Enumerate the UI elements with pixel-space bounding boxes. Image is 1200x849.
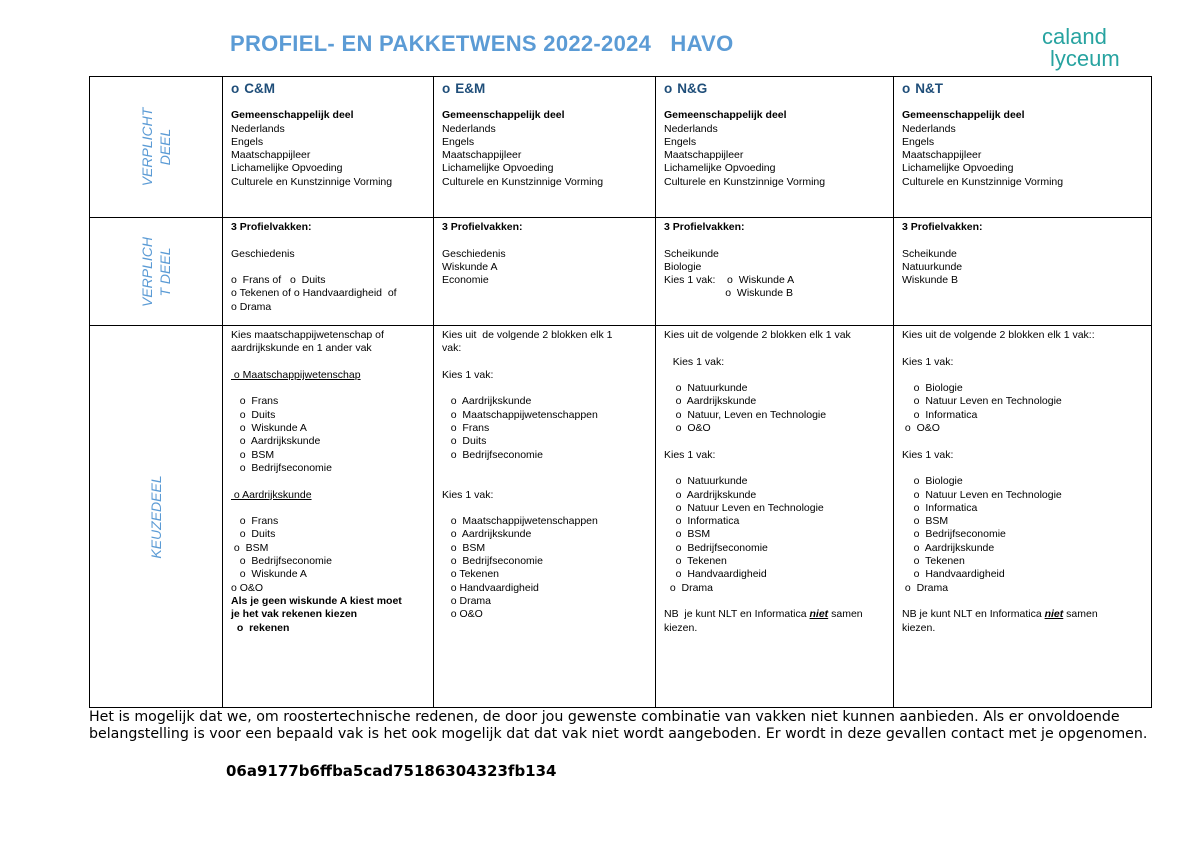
cell-line bbox=[231, 234, 433, 247]
cell-line: o Bedrijfseconomie bbox=[442, 448, 543, 461]
profile-header bbox=[442, 82, 655, 95]
cell-line: o Aardrijkskunde bbox=[231, 435, 321, 448]
cell-line: o Bedrijfseconomie bbox=[664, 541, 768, 554]
cell-line: o Informatica bbox=[664, 515, 740, 528]
cell-line: o Drama bbox=[442, 594, 492, 607]
cell-line: o Wiskunde A bbox=[231, 568, 307, 581]
cell-line: Engels bbox=[231, 135, 264, 148]
cell-line: Geschiedenis bbox=[442, 247, 506, 260]
cell-line bbox=[231, 261, 433, 274]
cell-line: Nederlands bbox=[902, 122, 956, 135]
cell-line: Gemeenschappelijk deel bbox=[231, 109, 354, 122]
profile-header bbox=[664, 82, 893, 95]
cell-line: o Aardrijkskunde bbox=[902, 541, 995, 554]
cell-line: Kies 1 vak: bbox=[442, 488, 494, 501]
cell-line: o Natuur Leven en Technologie bbox=[664, 501, 824, 514]
checkbox-icon[interactable]: o bbox=[442, 81, 451, 96]
cell-line bbox=[442, 462, 655, 475]
row-label: VERPLICH T DEEL bbox=[139, 236, 173, 307]
profile-header-label: N&T bbox=[915, 81, 943, 96]
cell-line: 3 Profielvakken: bbox=[442, 221, 523, 233]
cell-line: o Wiskunde B bbox=[664, 287, 793, 300]
cell-line: o Tekenen bbox=[902, 555, 965, 568]
cell-line: Biologie bbox=[664, 260, 702, 273]
cell-line: Gemeenschappelijk deel bbox=[442, 109, 565, 122]
cell-line bbox=[231, 382, 433, 395]
row-label-cell bbox=[90, 77, 223, 218]
cell-line bbox=[231, 356, 433, 369]
cell-line: o Handvaardigheid bbox=[442, 581, 539, 594]
cell-line: Kies 1 vak: bbox=[442, 368, 494, 381]
cell-line: Engels bbox=[664, 135, 697, 148]
cell-line: Economie bbox=[442, 274, 489, 287]
cell-line: 3 Profielvakken: bbox=[902, 221, 983, 233]
emphasis: niet bbox=[1044, 608, 1064, 621]
cell-line: o Natuur Leven en Technologie bbox=[902, 395, 1062, 408]
cell-line: Kies uit de volgende 2 blokken elk 1 vak bbox=[664, 329, 851, 341]
cell-choice bbox=[434, 326, 656, 708]
row-choice bbox=[90, 326, 1152, 708]
cell-line: Gemeenschappelijk deel bbox=[664, 109, 787, 122]
disclaimer-note: Het is mogelijk dat we, om roostertechnische redenen, de door jou gewenste combinatie van vakken niet kunnen aanbieden. Als er onvoldoende belangstelling is voor een bepaald vak is het ook mogelijk dat dat vak niet wordt aangeboden. Er wordt in deze gevallen contact met je opgenomen. bbox=[89, 709, 1148, 742]
cell-line: aardrijkskunde en 1 ander vak bbox=[231, 342, 372, 355]
cell-line bbox=[902, 342, 1151, 355]
cell-line: Nederlands bbox=[231, 122, 285, 135]
cell-line: kiezen. bbox=[902, 621, 936, 634]
cell-line bbox=[664, 234, 893, 247]
cell-line: Scheikunde bbox=[902, 247, 957, 260]
cell-line: o Drama bbox=[664, 581, 714, 594]
profile-header-label: E&M bbox=[455, 81, 486, 96]
cell-line: o O&O bbox=[442, 608, 483, 621]
cell-line: o Natuurkunde bbox=[664, 382, 748, 395]
cell-line: o Tekenen bbox=[442, 568, 500, 581]
cell-line: Culturele en Kunstzinnige Vorming bbox=[442, 175, 604, 188]
row-label: KEUZEDEEL bbox=[148, 474, 164, 559]
cell-line bbox=[231, 502, 433, 515]
page-title: PROFIEL- EN PAKKETWENS 2022-2024 HAVO bbox=[230, 31, 734, 56]
cell-line: Nederlands bbox=[664, 122, 718, 135]
cell-line bbox=[902, 462, 1151, 475]
cell-line: o Maatschappijwetenschappen bbox=[442, 408, 598, 421]
cell-line bbox=[231, 475, 433, 488]
cell-choice bbox=[223, 326, 434, 708]
cell-line: Maatschappijleer bbox=[902, 149, 982, 162]
cell-line: o Aardrijkskunde bbox=[442, 395, 532, 408]
cell-line: o Informatica bbox=[902, 408, 978, 421]
cell-profile bbox=[656, 218, 894, 326]
cell-line: NB je kunt NLT en Informatica niet samen bbox=[664, 608, 863, 621]
cell-line: o Frans bbox=[231, 395, 279, 408]
checkbox-icon[interactable]: o bbox=[231, 81, 240, 96]
cell-line: o Handvaardigheid bbox=[664, 568, 767, 581]
cell-line: Culturele en Kunstzinnige Vorming bbox=[664, 175, 826, 188]
cell-line: Als je geen wiskunde A kiest moet bbox=[231, 594, 402, 607]
cell-line: je het vak rekenen kiezen bbox=[231, 608, 358, 621]
cell-line: o Frans bbox=[231, 515, 279, 528]
cell-line: Natuurkunde bbox=[902, 260, 963, 273]
cell-line: Kies 1 vak: bbox=[902, 448, 954, 461]
cell-line bbox=[902, 369, 1151, 382]
cell-line: Geschiedenis bbox=[231, 247, 295, 260]
cell-line: Kies 1 vak: bbox=[902, 355, 954, 368]
cell-line: o Aardrijkskunde bbox=[664, 395, 757, 408]
cell-line bbox=[664, 462, 893, 475]
cell-line: o Aardrijkskunde bbox=[442, 528, 532, 541]
row-common bbox=[90, 77, 1152, 218]
cell-line: o Frans bbox=[442, 422, 490, 435]
cell-line bbox=[442, 234, 655, 247]
cell-line: Wiskunde B bbox=[902, 274, 959, 287]
cell-common bbox=[223, 77, 434, 218]
logo-line1: caland bbox=[1042, 24, 1107, 49]
cell-line: o O&O bbox=[664, 422, 711, 435]
cell-line: o Bedrijfseconomie bbox=[231, 461, 332, 474]
cell-line bbox=[442, 356, 655, 369]
cell-profile bbox=[434, 218, 656, 326]
cell-line bbox=[664, 342, 893, 355]
profile-header-label: N&G bbox=[677, 81, 708, 96]
cell-line bbox=[442, 502, 655, 515]
profile-header-label: C&M bbox=[244, 81, 275, 96]
cell-line bbox=[902, 595, 1151, 608]
cell-line: Culturele en Kunstzinnige Vorming bbox=[902, 175, 1064, 188]
cell-line: o Frans of o Duits bbox=[231, 274, 326, 287]
cell-line: o Natuurkunde bbox=[664, 475, 748, 488]
cell-line: o BSM bbox=[664, 528, 711, 541]
cell-line: kiezen. bbox=[664, 621, 698, 634]
cell-line: o Maatschappijwetenschap bbox=[231, 368, 361, 381]
checkbox-icon[interactable]: o bbox=[902, 81, 911, 96]
cell-line: o Bedrijfseconomie bbox=[231, 555, 332, 568]
cell-line bbox=[664, 369, 893, 382]
cell-line: 3 Profielvakken: bbox=[231, 221, 312, 233]
profile-header bbox=[231, 82, 433, 95]
cell-line: Scheikunde bbox=[664, 247, 719, 260]
cell-line: o Duits bbox=[231, 408, 276, 421]
cell-line: Kies 1 vak: o Wiskunde A bbox=[664, 274, 795, 287]
cell-line: Lichamelijke Opvoeding bbox=[664, 162, 776, 175]
cell-line: Kies 1 vak: bbox=[664, 355, 725, 368]
cell-common bbox=[434, 77, 656, 218]
row-profile bbox=[90, 218, 1152, 326]
cell-line: Maatschappijleer bbox=[664, 149, 744, 162]
cell-choice bbox=[894, 326, 1152, 708]
cell-line bbox=[902, 234, 1151, 247]
cell-line: o O&O bbox=[902, 422, 940, 435]
cell-line: Lichamelijke Opvoeding bbox=[231, 162, 343, 175]
cell-line: o O&O bbox=[231, 581, 264, 594]
cell-line: vak: bbox=[442, 342, 462, 355]
school-logo bbox=[1036, 22, 1156, 72]
cell-line: Culturele en Kunstzinnige Vorming bbox=[231, 175, 393, 188]
row-label-cell bbox=[90, 218, 223, 326]
cell-line: o Tekenen bbox=[664, 555, 727, 568]
cell-line: o Drama bbox=[902, 581, 949, 594]
cell-line: Lichamelijke Opvoeding bbox=[902, 162, 1014, 175]
cell-choice bbox=[656, 326, 894, 708]
cell-line: 3 Profielvakken: bbox=[664, 221, 745, 233]
row-label: VERPLICHT DEEL bbox=[139, 107, 173, 187]
cell-profile bbox=[894, 218, 1152, 326]
cell-line: o BSM bbox=[231, 448, 275, 461]
cell-line: o Handvaardigheid bbox=[902, 568, 1005, 581]
cell-line: Wiskunde A bbox=[442, 260, 498, 273]
cell-line: o Bedrijfseconomie bbox=[442, 555, 543, 568]
cell-line: o Natuur, Leven en Technologie bbox=[664, 408, 827, 421]
cell-line: o Biologie bbox=[902, 382, 963, 395]
cell-line: o Drama bbox=[231, 300, 272, 313]
profile-header bbox=[902, 82, 1151, 95]
cell-line: Kies uit de volgende 2 blokken elk 1 vak:: bbox=[902, 329, 1095, 341]
emphasis: niet bbox=[809, 608, 829, 621]
cell-line: Lichamelijke Opvoeding bbox=[442, 162, 554, 175]
cell-line bbox=[664, 435, 893, 448]
cell-line: Engels bbox=[442, 135, 475, 148]
row-label-cell bbox=[90, 326, 223, 708]
cell-line: o Aardrijkskunde bbox=[664, 488, 757, 501]
cell-line: o Aardrijkskunde bbox=[231, 488, 312, 501]
cell-line: Maatschappijleer bbox=[231, 149, 311, 162]
cell-line bbox=[664, 595, 893, 608]
cell-line: Engels bbox=[902, 135, 935, 148]
cell-line: o Wiskunde A bbox=[231, 422, 307, 435]
cell-line: o Duits bbox=[231, 528, 276, 541]
cell-line: NB je kunt NLT en Informatica niet samen bbox=[902, 608, 1098, 621]
cell-line: Nederlands bbox=[442, 122, 496, 135]
cell-line: o Tekenen of o Handvaardigheid of bbox=[231, 287, 397, 300]
checkbox-icon[interactable]: o bbox=[664, 81, 673, 96]
cell-line: Kies 1 vak: bbox=[664, 448, 716, 461]
profile-table bbox=[89, 76, 1152, 708]
cell-line: o Maatschappijwetenschappen bbox=[442, 515, 598, 528]
logo-line2: lyceum bbox=[1050, 46, 1120, 71]
cell-line: o Natuur Leven en Technologie bbox=[902, 488, 1062, 501]
cell-line: o Informatica bbox=[902, 501, 978, 514]
cell-line: Maatschappijleer bbox=[442, 149, 522, 162]
cell-line: o BSM bbox=[902, 515, 949, 528]
cell-profile bbox=[223, 218, 434, 326]
cell-line: Kies uit de volgende 2 blokken elk 1 bbox=[442, 329, 613, 341]
cell-line: Kies maatschappijwetenschap of bbox=[231, 329, 384, 341]
document-code: 06a9177b6ffba5cad75186304323fb134 bbox=[226, 762, 557, 780]
cell-line: Gemeenschappelijk deel bbox=[902, 109, 1025, 122]
cell-line bbox=[442, 475, 655, 488]
cell-line: o Biologie bbox=[902, 475, 963, 488]
cell-line: o Duits bbox=[442, 435, 487, 448]
cell-line: o rekenen bbox=[231, 621, 290, 634]
cell-common bbox=[656, 77, 894, 218]
cell-line: o BSM bbox=[442, 541, 486, 554]
cell-line bbox=[902, 435, 1151, 448]
cell-line: o Bedrijfseconomie bbox=[902, 528, 1006, 541]
cell-line bbox=[442, 382, 655, 395]
cell-common bbox=[894, 77, 1152, 218]
cell-line: o BSM bbox=[231, 541, 269, 554]
